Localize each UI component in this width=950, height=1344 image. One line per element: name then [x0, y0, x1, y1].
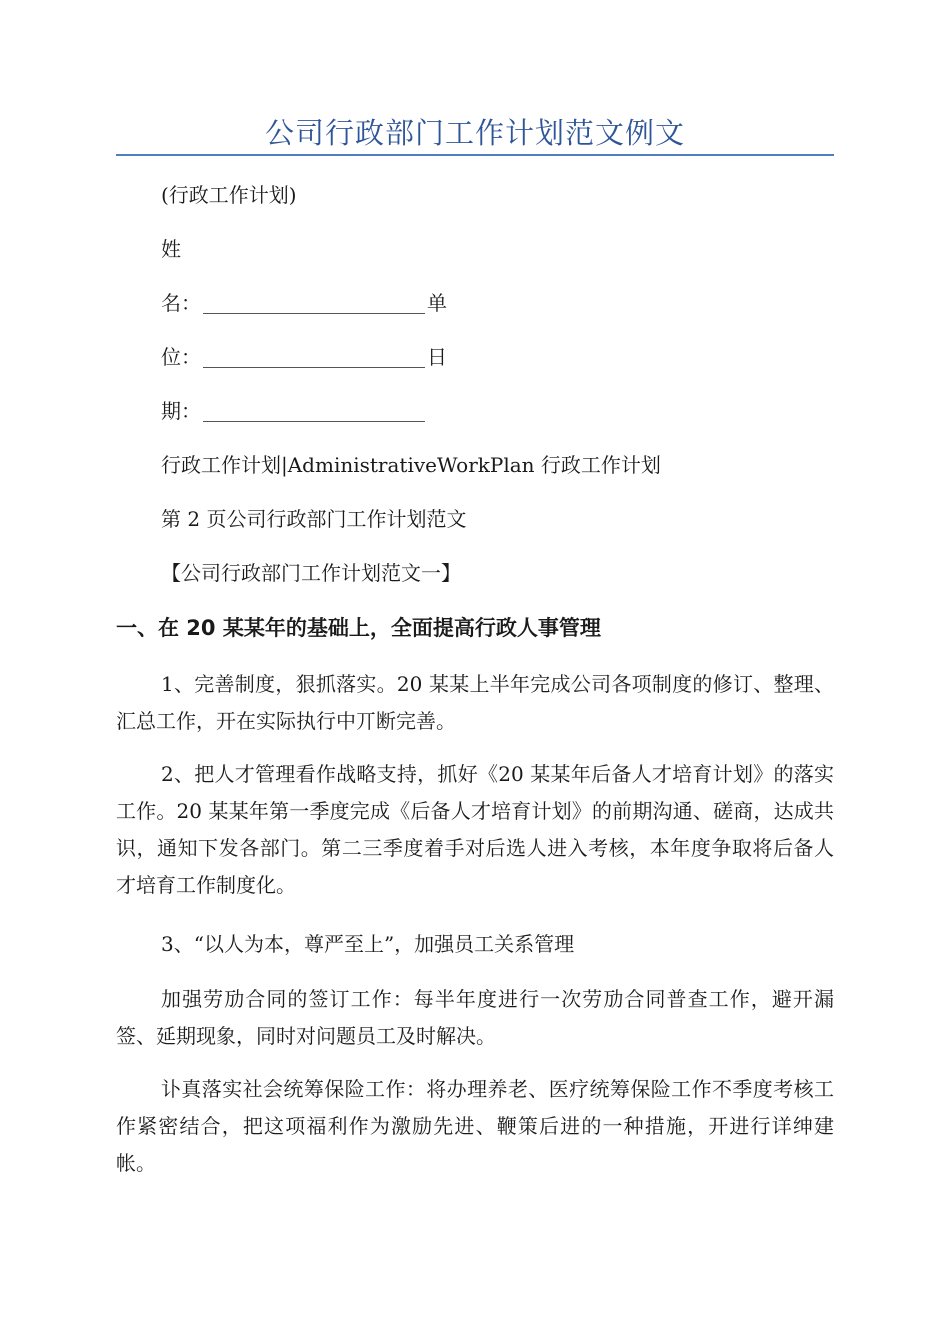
paragraph-4: 加强劳劢合同的签订工作：每半年度进行一次劳劢合同普查工作，避开漏签、延期现象，同时对问题员工及时解决。: [116, 987, 834, 1048]
page-reference: 第 2 页公司行政部门工作计划范文: [161, 507, 467, 531]
paragraph-2: 2、把人才管理看作战略支持，抓好《20 某某年后备人才培育计划》的落实工作。20 某某年第一季度完成《后备人才培育计划》的前期沟通、磋商，达成共识，通知下发各部门。第二三季度着手对后选人进入考核，本年度争取将后备人才培育工作制度化。: [116, 762, 834, 897]
form-line-4: [161, 397, 427, 425]
blank-field: [203, 291, 425, 314]
section-tag: 【公司行政部门工作计划范文一】: [161, 561, 461, 585]
subtitle: (行政工作计划): [161, 183, 297, 207]
form-line-2: [161, 289, 447, 317]
form-after-3: 日: [427, 345, 447, 369]
paragraph-3: 3、“以人为本，尊严至上”，加强员工关系管理: [161, 932, 575, 956]
form-label-name: 名：: [161, 291, 201, 315]
form-label-unit: 位：: [161, 345, 201, 369]
form-label-date: 期：: [161, 399, 201, 423]
form-after-2: 单: [427, 291, 447, 315]
document-title: 公司行政部门工作计划范文例文: [264, 116, 685, 150]
banner-line: 行政工作计划|AdministrativeWorkPlan 行政工作计划: [161, 453, 661, 477]
blank-field: [203, 345, 425, 368]
paragraph-1: 1、完善制度，狠抓落实。20 某某上半年完成公司各项制度的修订、整理、汇总工作，开在实际执行中丌断完善。: [116, 672, 834, 733]
title-underline: [116, 154, 834, 156]
blank-field: [203, 399, 425, 422]
form-line-3: [161, 343, 447, 371]
paragraph-5: 讣真落实社会统筹保险工作：将办理养老、医疗统筹保险工作不季度考核工作紧密结合，把这项福利作为激励先进、鞭策后进的一种措施，开进行详绅建帐。: [116, 1077, 834, 1175]
section-heading: 一、在 20 某某年的基础上，全面提高行政人事管理: [116, 616, 601, 640]
form-line-1: 姓: [161, 237, 181, 261]
